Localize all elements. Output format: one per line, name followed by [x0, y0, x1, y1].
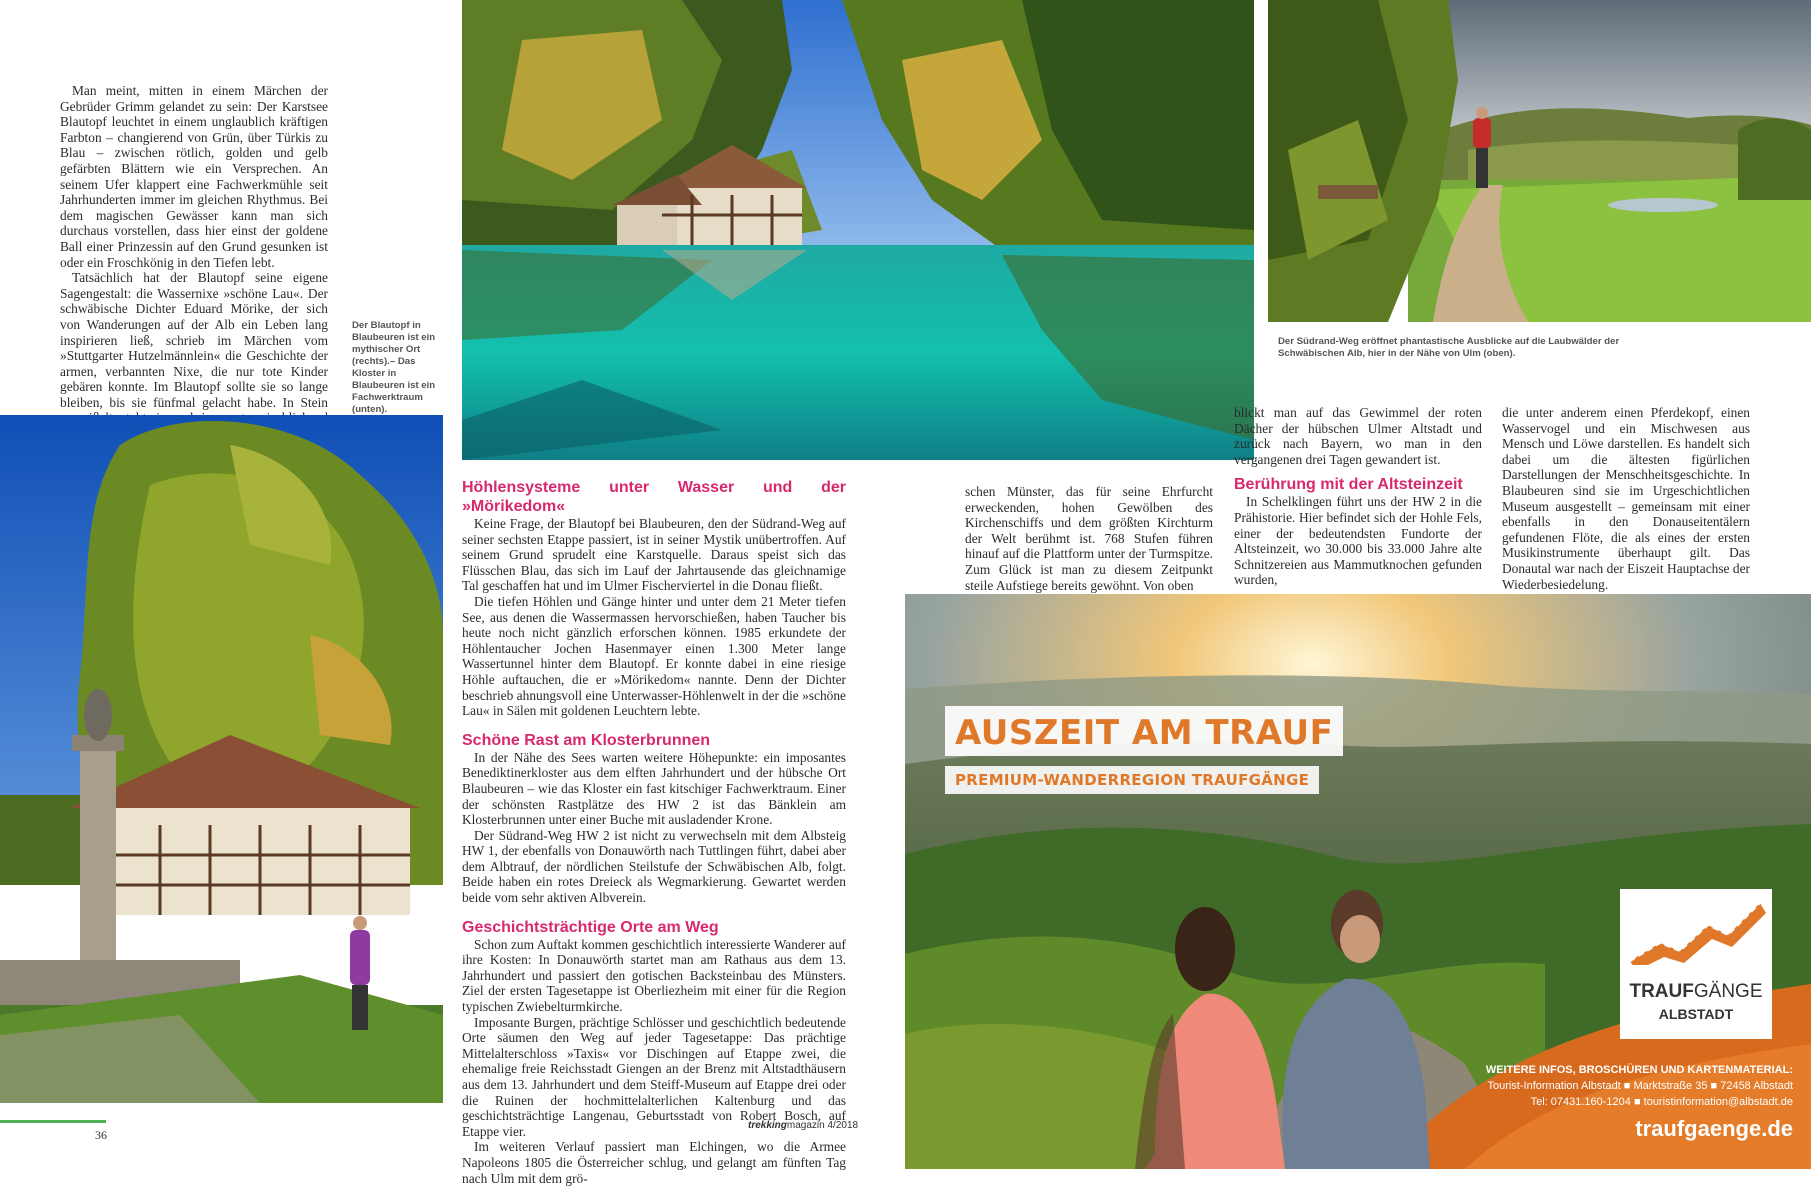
body-paragraph: Keine Frage, der Blautopf bei Blaubeuren, den der Südrand-Weg auf seiner sechsten Etappe passiert, ist in seiner Mystik unübertroffen. Auf seinem Grund sprudelt eine Karstquelle. Daraus speist sich das Flüsschen Blau, das sich im Lauf der Jahrtausende das gleichnamige Tal geschaffen hat und im Ulmer Fischerviertel in die Donau fließt.	[462, 516, 846, 594]
photo-blautopf	[462, 0, 1254, 460]
body-paragraph: blickt man auf das Gewimmel der roten Dächer der hübschen Ulmer Altstadt und zurück nach Bayern, wo man in den vergangenen drei Tagen gewandert ist.	[1234, 405, 1482, 467]
section-heading: Geschichtsträchtige Orte am Weg	[462, 918, 719, 936]
ad-subheadline-box	[945, 766, 1319, 794]
section-heading: Schöne Rast am Klosterbrunnen	[462, 731, 711, 749]
intro-text-column	[60, 83, 328, 442]
body-paragraph: Die tiefen Höhlen und Gänge hinter und unter dem 21 Meter tiefen See, aus denen die Wassermassen hervorschießen, haben Taucher bis heute noch nicht gänzlich erforschen können. 1985 erkundete der Höhlentaucher Jochen Hasenmayer einen 1.300 Meter lange Wassertunnel hinter dem Blautopf. Er konnte dabei in eine riesige Höhle auftauchen, die er »Mörikedom« nannte. Denn der Dichter beschrieb ahnungsvoll eine Unterwasser-Höhlenwelt in der die »schöne Lau« in Sälen mit goldenen Leuchtern lebte.	[462, 593, 846, 719]
body-paragraph: die unter anderem einen Pferdekopf, einen Wasservogel und ein Mischwesen aus Mensch und Löwe darstellen. Es handelt sich dabei um die ältesten figürlichen Darstellungen der Menschheitsgeschichte. In Blaubeuren sind sie im Urgeschichtlichen Museum ausgestellt – gemeinsam mit einer ebenfalls in den Donauseitentälern gefundenen Flöte, die als eines der ersten Musikinstrumente überhaupt gilt. Das Donautal war nach der Eiszeit Hauptachse der Wiederbesiedelung.	[1502, 405, 1750, 592]
ad-headline: AUSZEIT AM TRAUF	[955, 713, 1334, 753]
caption-blautopf: Der Blautopf in Blaubeuren ist ein mythischer Ort (rechts).– Das Kloster in Blaubeuren ist ein Fachwerktraum (unten).	[352, 320, 436, 415]
ad-url[interactable]: traufgaenge.de	[1635, 1116, 1793, 1141]
magazine-footer	[748, 1120, 858, 1131]
magazine-issue: magazin 4/2018	[786, 1120, 859, 1131]
main-text-column	[462, 478, 846, 1186]
logo-word-bold: TRAUF	[1629, 981, 1694, 1002]
logo-wordmark	[1620, 981, 1772, 1003]
ad-info-heading: WEITERE INFOS, BROSCHÜREN UND KARTENMATERIAL:	[1485, 1064, 1793, 1076]
footer-green-rule	[0, 1120, 106, 1123]
traufgaenge-logo-mark	[1620, 895, 1772, 965]
ad-headline-box	[945, 706, 1343, 756]
photo-kloster-blaubeuren	[0, 415, 443, 1103]
right-text-column-b	[1234, 405, 1482, 588]
logo-word-light: GÄNGE	[1693, 981, 1763, 1002]
right-text-column-c	[1502, 405, 1750, 592]
logo-city: ALBSTADT	[1658, 1006, 1734, 1022]
ad-info-block	[1353, 1062, 1793, 1146]
intro-paragraph: Tatsächlich hat der Blautopf seine eigene Sagengestalt: die Wassernixe »schöne Lau«. Der schwäbische Dichter Eduard Mörike, der sich von Wanderungen auf der Alb ein Leben lang inspirieren ließ, schrieb im Märchen vom »Stuttgarter Hutzelmännlein« die Geschichte der armen, verbannten Nixe, die nur tote Kinder gebären konnte. Im Blautopf sollte sie so lange bleiben, bis sie fünfmal gelacht habe. In Stein	[60, 270, 328, 410]
magazine-brand: trekking	[748, 1120, 787, 1131]
body-paragraph: Im weiteren Verlauf passiert man Elchingen, wo die Armee Napoleons 1805 die Österreicher schlug, und gelangt am fünften Tag nach Ulm mit dem grö-	[462, 1139, 846, 1186]
section-heading: Höhlensysteme unter Wasser und der »Mörikedom«	[462, 479, 846, 515]
traufgaenge-advertisement[interactable]	[905, 594, 1811, 1169]
caption-suedrand: Der Südrand-Weg eröffnet phantastische Ausblicke auf die Laubwälder der Schwäbischen Alb, hier in der Nähe von Ulm (oben).	[1278, 336, 1620, 359]
body-paragraph: In Schelklingen führt uns der HW 2 in die Prähistorie. Hier befindet sich der Hohle Fels, einer der bedeutendsten Fundorte der Altsteinzeit, wo 30.000 bis 33.000 Jahre alte Schnitzereien aus Mammutknochen gefunden wurden,	[1234, 494, 1482, 588]
ad-subheadline: PREMIUM-WANDERREGION TRAUFGÄNGE	[955, 771, 1310, 789]
right-text-column-a	[965, 484, 1213, 593]
body-paragraph: Schon zum Auftakt kommen geschichtlich interessierte Wanderer auf ihre Kosten: In Donauwörth startet man am Rathaus aus dem 13. Jahrhundert und passiert den gotischen Backsteinbau des Münsters. Ziel der ersten Tagesetappe ist Oberliezheim mit einer für die Region typischen Zwiebelturmkirche.	[462, 936, 846, 1015]
page-number: 36	[95, 1128, 107, 1142]
section-heading: Berührung mit der Altsteinzeit	[1234, 476, 1463, 494]
ad-info-contact[interactable]: Tel: 07431.160-1204 ■ touristinformation@albstadt.de	[1530, 1096, 1793, 1108]
intro-paragraph: Man meint, mitten in einem Märchen der Gebrüder Grimm gelandet zu sein: Der Karstsee Blautopf leuchtet in einem unglaublich kräftigen Farbton – changierend von Grün, über Türkis zu Blau – zwischen rötlich, golden und gelb gefärbten Blättern wie ein Versprechen. An seinem Ufer klappert eine Fachwerkmühle seit Jahrhunderten immer im gleichen Rhythmus. Bei dem magischen Gewässer kann man sich durchaus vorstellen, dass hier einst der goldene Ball einer Prinzessin auf den Grund gesunken ist oder ein Froschkönig in den Tiefen lebt.	[60, 83, 328, 270]
photo-suedrand-hiker	[1268, 0, 1811, 322]
body-paragraph: schen Münster, das für seine Ehrfurcht erweckenden, hohen Gewölben des Kirchenschiffs und dem größten Kirchturm der Welt berühmt ist. 768 Stufen führen hinauf auf die Plattform unter der Turmspitze. Zum Glück ist man zu diesem Zeitpunkt steile Aufstiege bereits gewöhnt. Von oben	[965, 484, 1213, 593]
body-paragraph: In der Nähe des Sees warten weitere Höhepunkte: ein imposantes Benediktinerkloster aus dem elften Jahrhundert und der hübsche Ort Blaubeuren – wie das Kloster ein fast kitschiger Fachwerktraum. Einer der schönsten Rastplätze des HW 2 ist das Bänklein am Klosterbrunnen unter einer Buche mit ausladender Krone.	[462, 749, 846, 828]
body-paragraph: Der Südrand-Weg HW 2 ist nicht zu verwechseln mit dem Albsteig HW 1, der ebenfalls von Donauwörth nach Tuttlingen führt, dabei aber dem Albtrauf, der nördlichen Steilstufe der Schwäbischen Alb, folgt. Beide haben ein rotes Dreieck als Wegmarkierung. Gewartet werden beide vom sehr aktiven Albverein.	[462, 827, 846, 906]
ad-info-address: Tourist-Information Albstadt ■ Marktstraße 35 ■ 72458 Albstadt	[1487, 1080, 1793, 1092]
traufgaenge-logo[interactable]	[1620, 889, 1772, 1039]
body-paragraph: Imposante Burgen, prächtige Schlösser und geschichtlich bedeutende Orte säumen den Weg auf jeder Tagesetappe: Das prächtige Mittelalterschloss »Taxis« vor Dischingen auf Etappe zwei, die ehemalige freie Reichsstadt Giengen an der Brenz mit Altstadthäusern aus dem 13. Jahrhundert und dem Steiff-Museum auf Etappe drei oder die Ruinen der hochmittelalterlichen Kaltenburg und das geschichtsträchtige Langenau, Geburtsstadt von Robert Bosch, auf Etappe vier.	[462, 1014, 846, 1139]
